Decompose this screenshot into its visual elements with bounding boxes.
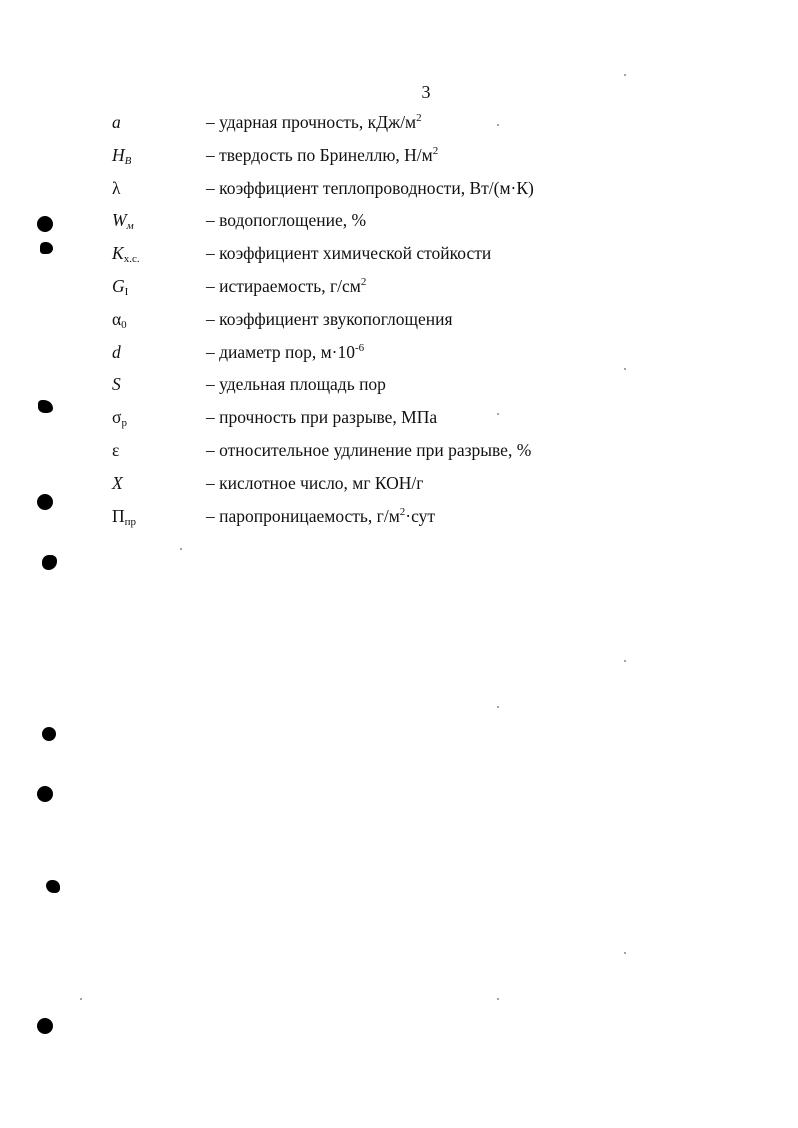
page-number: 3: [421, 82, 431, 102]
scan-speck: [497, 124, 499, 126]
list-item: [0, 407, 798, 437]
scan-speck: [624, 368, 626, 370]
punch-hole: [37, 786, 53, 802]
definition: – твердость по Бринеллю, $Н/м^2$: [206, 144, 439, 165]
list-item: [0, 374, 798, 404]
definition: – коэффициент химической стойкости: [206, 243, 492, 264]
scan-speck: [624, 660, 626, 662]
symbol: $G_I$: [112, 276, 129, 298]
list-item: [0, 342, 798, 372]
punch-hole: [42, 555, 57, 570]
scan-speck: [180, 548, 182, 550]
list-item: [0, 243, 798, 273]
symbol: a: [112, 112, 121, 132]
scan-speck: [497, 998, 499, 1000]
punch-hole: [37, 1018, 53, 1034]
symbol: $K_{х.с.}$: [112, 243, 140, 266]
symbol: $\sigma_р$: [112, 407, 127, 430]
scan-speck: [624, 74, 626, 76]
symbol: $\alpha_0$: [112, 308, 127, 331]
definition: – прочность при разрыве, МПа: [206, 407, 438, 428]
symbol: λ: [112, 177, 121, 198]
list-item: [0, 210, 798, 240]
definition: – водопоглощение, %: [206, 210, 367, 231]
definition: – истираемость, $г/см^2$: [206, 276, 367, 296]
list-item: [0, 309, 798, 339]
symbol: X: [112, 472, 123, 493]
scan-speck: [497, 413, 499, 415]
definition: – коэффициент теплопроводности, Вт/(м·К): [206, 177, 534, 198]
symbol: $П_{пр}$: [112, 505, 137, 528]
list-item: [0, 112, 798, 142]
symbol: d: [112, 341, 121, 362]
definition: – ударная прочность, кДж/$м^2$: [206, 112, 422, 132]
definition: – диаметр пор, $м\cdot 10^{-6}$: [206, 341, 365, 362]
definition: – удельная площадь пор: [206, 374, 386, 395]
definition: – коэффициент звукопоглощения: [206, 308, 453, 329]
symbol: S: [112, 374, 121, 395]
symbol: $W_м$: [112, 210, 134, 233]
list-item: [0, 276, 798, 306]
punch-hole: [40, 242, 53, 254]
punch-hole: [37, 216, 53, 232]
list-item: [0, 473, 798, 503]
definition: – относительное удлинение при разрыве, %: [206, 440, 532, 460]
scan-speck: [497, 706, 499, 708]
definition: – кислотное число, мг КОН/г: [206, 472, 424, 493]
symbol: $H_B$: [112, 144, 132, 167]
scan-speck: [624, 952, 626, 954]
punch-hole: [37, 494, 53, 510]
symbol: ε: [112, 440, 120, 460]
list-item: [0, 440, 798, 470]
scan-speck: [80, 998, 82, 1000]
punch-hole: [42, 727, 56, 741]
list-item: [0, 145, 798, 175]
definition: – паропроницаемость, $г/м^2\cdot сут$: [206, 505, 436, 526]
punch-hole: [46, 880, 60, 893]
list-item: [0, 178, 798, 208]
list-item: [0, 506, 798, 536]
